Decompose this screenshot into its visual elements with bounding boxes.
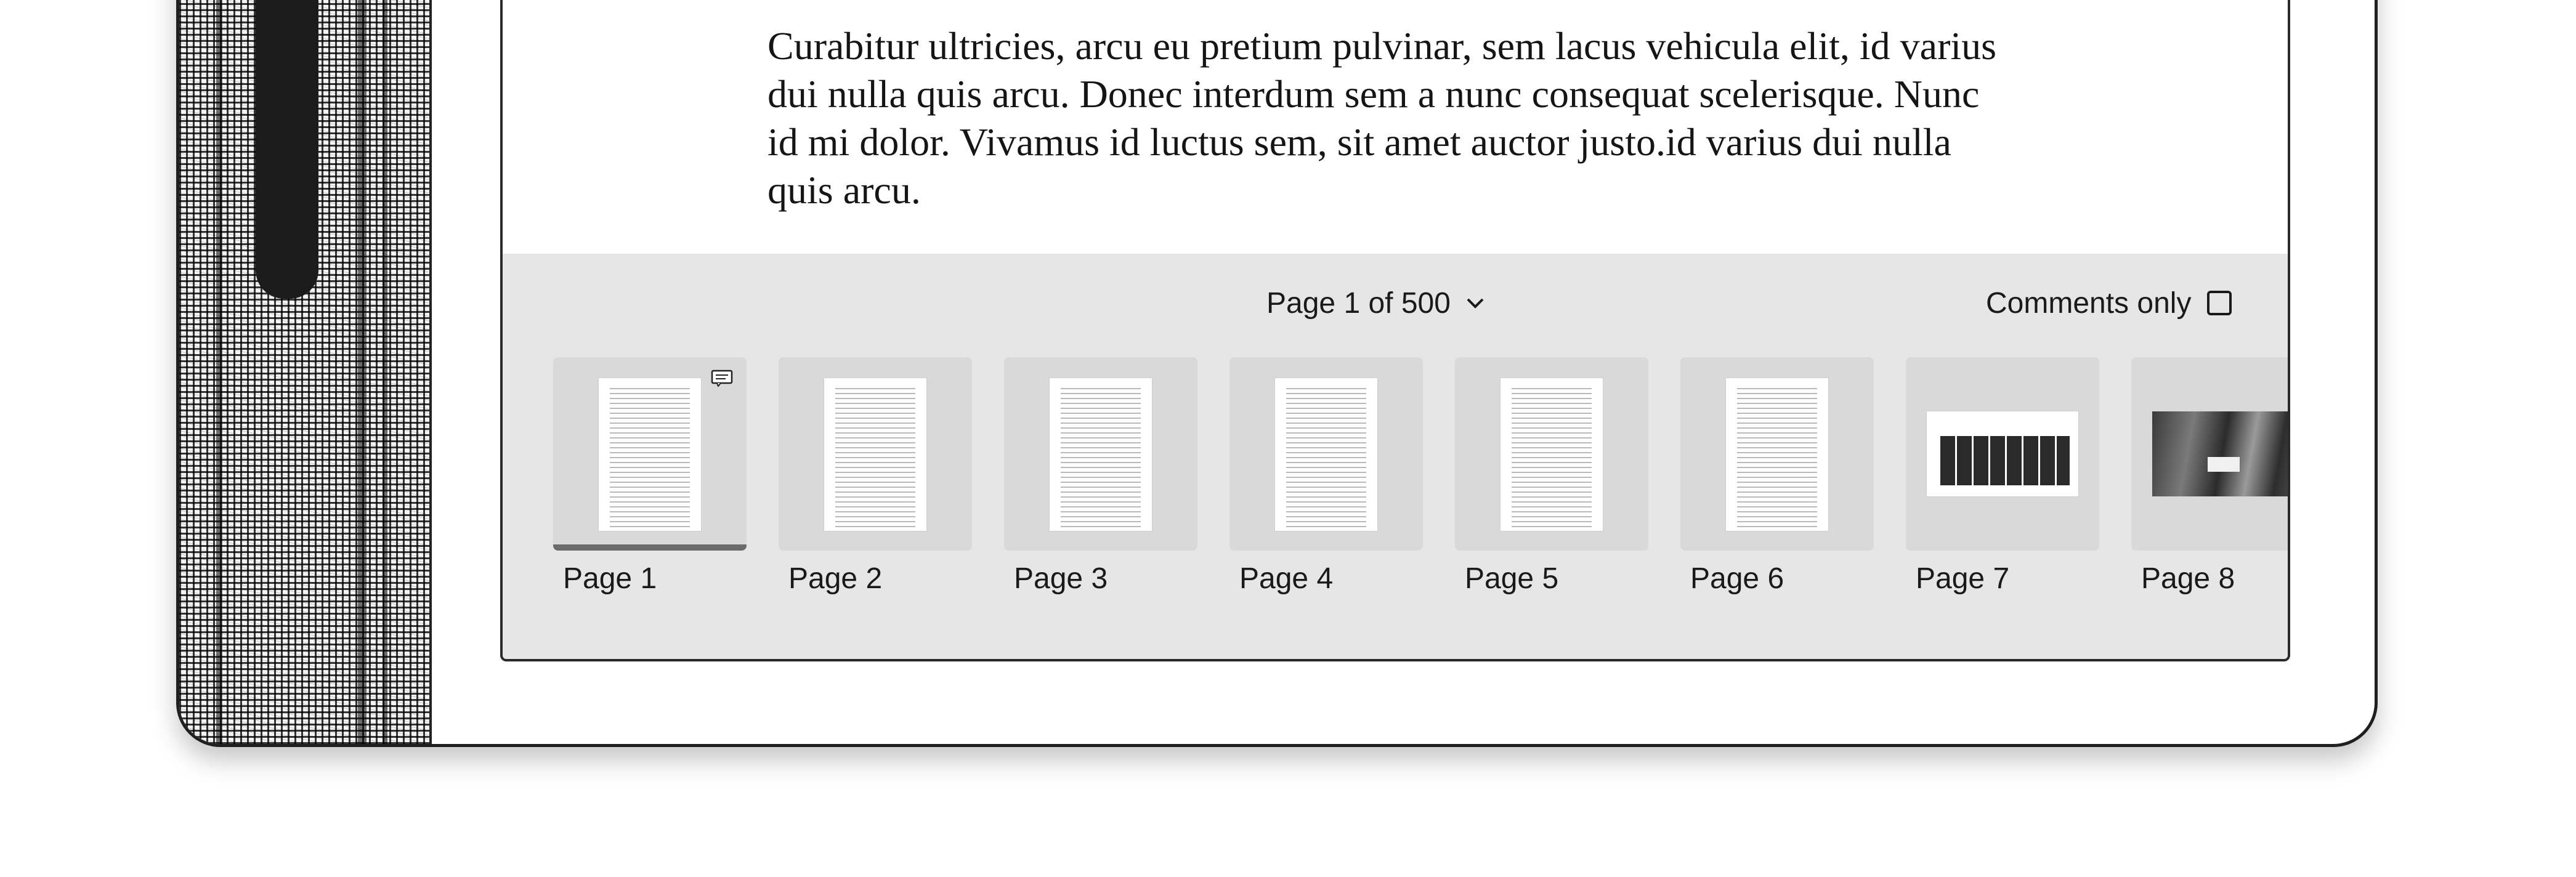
thumbnail-label: Page 7 (1916, 562, 2010, 595)
thumbnail-preview (779, 357, 972, 551)
hatch-shadow-shape (256, 0, 318, 299)
chevron-down-icon (1463, 291, 1488, 315)
thumbnail-preview (1680, 357, 1874, 551)
page-selector-label: Page 1 of 500 (1266, 286, 1451, 320)
page-preview (1726, 378, 1828, 531)
hatch-band (383, 0, 387, 744)
thumbnail-page-2[interactable] (779, 357, 972, 596)
comment-icon (711, 370, 733, 387)
sketch-hatch-panel (179, 0, 432, 744)
slide-preview (1927, 411, 2078, 496)
comments-only-filter (1986, 285, 2232, 321)
comments-only-checkbox[interactable] (2207, 291, 2232, 315)
image-grid-preview (1940, 436, 2070, 485)
thumbnail-label: Page 8 (2141, 562, 2235, 595)
thumbnail-preview (1455, 357, 1648, 551)
page-selector[interactable] (1266, 285, 1488, 321)
thumbnail-label: Page 1 (563, 562, 657, 595)
thumbnail-page-6[interactable] (1680, 357, 1874, 596)
thumbnail-page-7[interactable] (1906, 357, 2099, 596)
photo-card-overlay (2208, 457, 2240, 472)
thumbnail-preview (1906, 357, 2099, 551)
page-preview (1050, 378, 1152, 531)
page-preview (824, 378, 926, 531)
hatch-band (358, 0, 367, 744)
hatch-band (216, 0, 222, 744)
thumbnail-label: Page 6 (1690, 562, 1784, 595)
document-paragraph: Curabitur ultricies, arcu eu pretium pulvinar, sem lacus vehicula elit, id varius dui nulla quis arcu. Donec interdum sem a nunc consequat scelerisque. Nunc id mi dolor. Vivamus id luctus sem, sit amet auctor justo.id varius dui nulla quis arcu. (768, 24, 1997, 212)
thumbnail-page-1[interactable] (553, 357, 747, 596)
thumbnail-preview (553, 357, 747, 551)
thumbnail-label: Page 2 (788, 562, 883, 595)
thumbnail-label: Page 5 (1465, 562, 1559, 595)
photo-preview (2152, 411, 2290, 496)
page-preview (1501, 378, 1603, 531)
thumbnail-preview (1229, 357, 1423, 551)
page-navigator-panel (503, 254, 2288, 660)
thumbnail-page-8[interactable] (2131, 357, 2290, 596)
thumbnail-page-3[interactable] (1004, 357, 1197, 596)
thumbnail-label: Page 4 (1239, 562, 1334, 595)
thumbnail-page-4[interactable] (1229, 357, 1423, 596)
page-preview (1275, 378, 1377, 531)
thumbnail-preview (2131, 357, 2290, 551)
page-preview (599, 378, 701, 531)
thumbnail-page-5[interactable] (1455, 357, 1648, 596)
document-window (500, 0, 2290, 661)
thumbnail-preview (1004, 357, 1197, 551)
thumbnail-label: Page 3 (1014, 562, 1108, 595)
thumbnail-strip[interactable] (553, 357, 2290, 641)
comments-only-label: Comments only (1986, 286, 2192, 320)
